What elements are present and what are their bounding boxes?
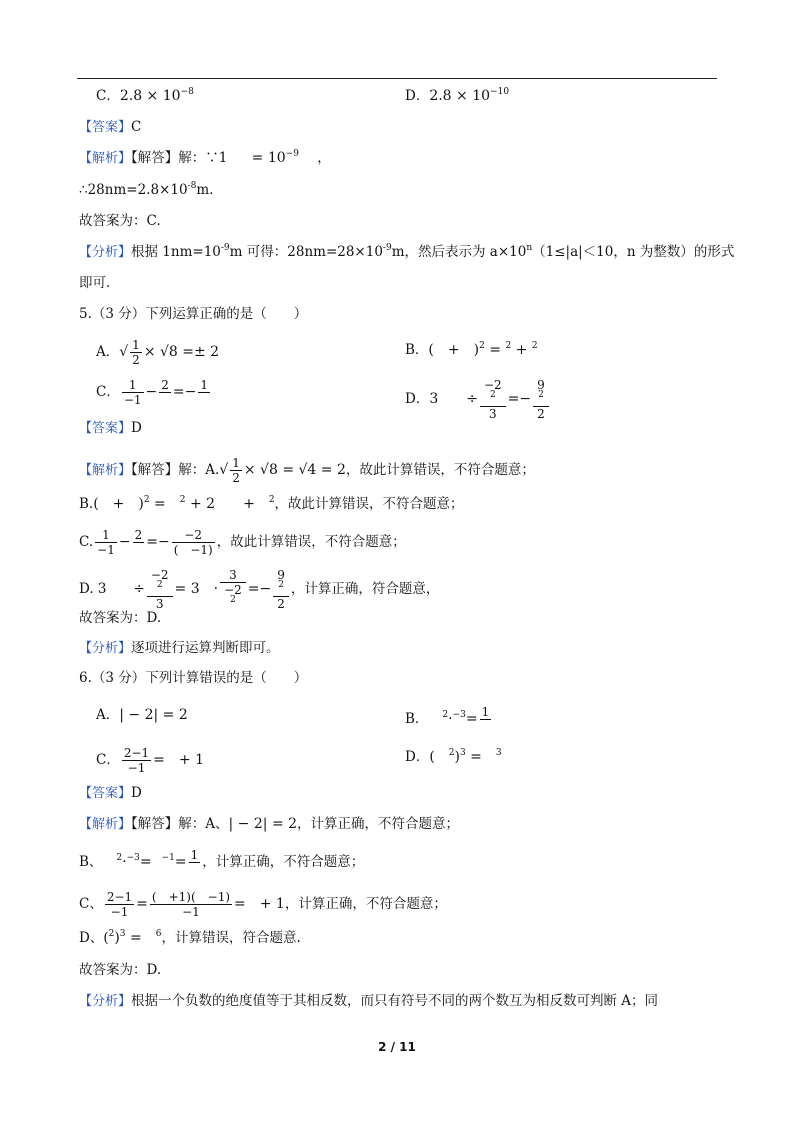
q6-conclusion: 故答案为：D. — [79, 962, 162, 978]
q6-option-a: A．| − 2| = 2 — [96, 707, 188, 723]
q6-solution-b: B、 $^2$·$^{-3}$= $^{-1}$= 1 ，计算正确，不符合题意； — [79, 848, 365, 870]
q4-option-d: D．$2.8 \times 10^{-10}$ — [405, 87, 510, 104]
q5-option-a: A．√ $\frac{1}{2}$ × √8 =± 2 — [96, 338, 220, 367]
q6-option-d: D．( $^2$)$^3$ = $^3$ — [405, 748, 502, 765]
q4-analysis: 【分析】根据 $1nm=10^{-9}m$ 可得：$28nm=28\times 10^{-9}m$，然后表示为 $a\times 10^n(1\le|a|<10$，n 为整数）的形式 — [79, 243, 735, 260]
q5-analysis: 【分析】逐项进行运算判断即可。 — [79, 640, 280, 656]
q4-conclusion: 故答案为：C. — [79, 213, 161, 229]
header-rule — [77, 78, 717, 79]
q6-solution-a: 【解析】【解答】解：A、| − 2| = 2，计算正确，不符合题意； — [79, 816, 460, 832]
q6-solution-d: D、$(^2)^3$ = $^6$，计算错误，符合题意. — [79, 929, 301, 946]
q5-answer: 【答案】D — [79, 420, 142, 436]
q5-solution-a: 【解析】【解答】解：A.√ $\frac{1}{2}$ × √8 = √4 = 2，故此计算错误，不符合题意； — [79, 456, 535, 485]
q6-answer: 【答案】D — [79, 785, 142, 801]
q5-option-d: D．3 ÷ −2 $^2$ 3 =− 9 $^2$ 2 — [405, 378, 551, 421]
q6-stem: 6.（3 分）下列计算错误的是（ ） — [79, 670, 308, 686]
q4-answer: 【答案】C — [79, 119, 142, 135]
q6-option-c: C． $\frac{2-1}{-1}$ = + 1 — [96, 746, 204, 775]
q4-analysis-line2: 即可. — [79, 275, 111, 291]
q5-solution-b: B.( + )$^2$ = $^2$ + 2 + $^2$，故此计算错误，不符合题意； — [79, 495, 464, 512]
q5-solution-c: C. $\frac{1}{-1}$ − 2 =− $\frac{-2}{( -1)}$ ，故此计算错误，不符合题意； — [79, 528, 406, 557]
q5-conclusion: 故答案为：D. — [79, 610, 162, 626]
q6-analysis: 【分析】根据一个负数的绝度值等于其相反数，而只有符号不同的两个数互为相反数可判断 A；同 — [79, 993, 659, 1009]
q4-solution: 【解析】【解答】解：∵1 = $10^{-9}$ ， — [79, 149, 331, 166]
q5-solution-d: D. 3 ÷ −2 $^2$ 3 = 3 · 3 −2 $^2$ =− 9 $^2$ 2 ，计算正确，符合题意， — [79, 568, 440, 611]
q4-option-c: C．$2.8 \times 10^{-8}$ — [96, 87, 194, 104]
q5-option-b: B．( + )$^2$ = $^2$ + $^2$ — [405, 341, 538, 358]
q5-stem: 5.（3 分）下列运算正确的是（ ） — [79, 306, 308, 322]
q6-solution-c: C、 $\frac{2-1}{-1}$ = $\frac{( +1)( -1)}{-1}$ = + 1，计算正确，不符合题意； — [79, 890, 447, 919]
q5-option-c: C． $\frac{1}{-1}$ − 2 =− 1 — [96, 378, 209, 407]
q4-solution-line2: $\therefore 28nm=2.8\times 10^{-8}m$. — [79, 181, 214, 198]
q6-option-b: B． $^2$·$^{-3}$= 1 — [405, 705, 490, 727]
page-number: 2 / 11 — [378, 1040, 416, 1054]
